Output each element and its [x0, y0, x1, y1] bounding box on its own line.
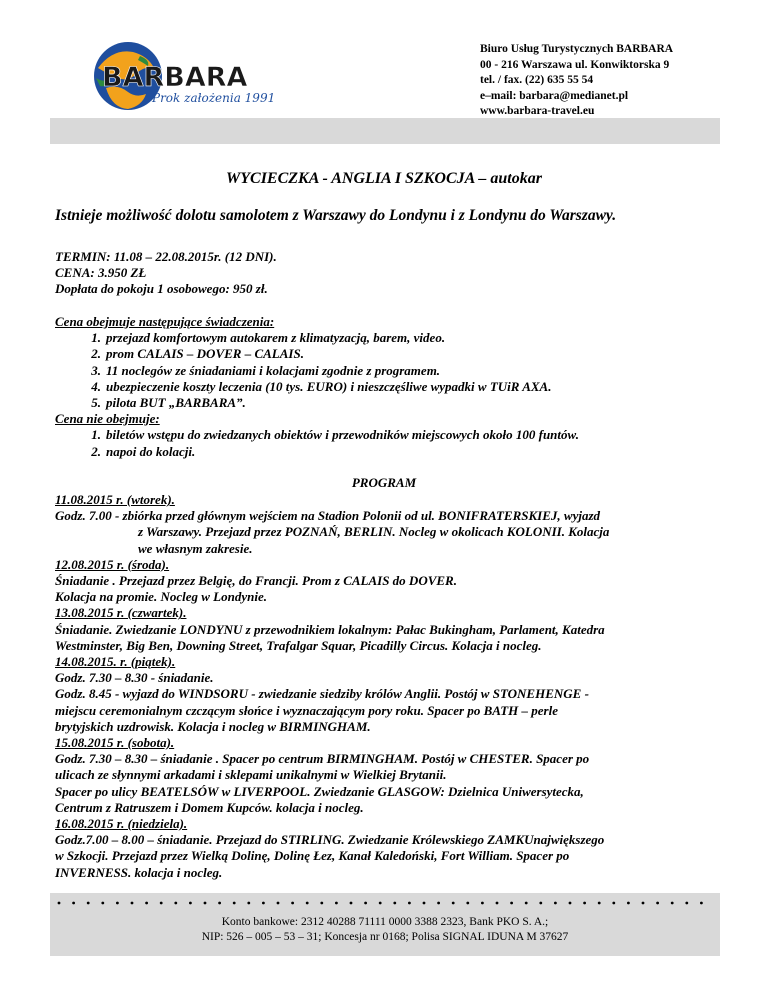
program-line: Westminster, Big Ben, Downing Street, Trafalgar Squar, Picadilly Circus. Kolacja i nocleg. [55, 637, 542, 653]
list-item: 1. przejazd komfortowym autokarem z klimatyzacją, barem, video. [91, 330, 446, 346]
list-item: 1. biletów wstępu do zwiedzanych obiektów i przewodników miejscowych około 100 funtów. [91, 427, 579, 443]
company-name: Biuro Usług Turystycznych BARBARA [480, 43, 674, 55]
day-heading: 11.08.2015 r. (wtorek). [55, 492, 175, 507]
program-line: Kolacja na promie. Nocleg w Londynie. [55, 589, 267, 605]
page-title: WYCIECZKA - ANGLIA I SZKOCJA – autokar [226, 170, 542, 187]
program-line: w Szkocji. Przejazd przez Wielką Dolinę, Dolinę Łez, Kanał Kaledoński, Fort William. Spacer po [55, 848, 570, 864]
program-line: Godz. 7.30 – 8.30 – śniadanie . Spacer po centrum BIRMINGHAM. Postój w CHESTER. Spacer po [55, 751, 590, 767]
company-website: www.barbara-travel.eu [480, 105, 595, 117]
program-line: z Warszawy. Przejazd przez POZNAŃ, BERLIN. Nocleg w okolicach KOLONII. Kolacja [138, 524, 610, 540]
globe-logo-icon [88, 38, 288, 118]
trip-term: TERMIN: 11.08 – 22.08.2015r. (12 DNI). [55, 249, 277, 264]
program-line: INVERNESS. kolacja i nocleg. [55, 864, 223, 880]
page-footer [50, 893, 720, 956]
day-heading: 12.08.2015 r. (środa). [55, 556, 170, 572]
excludes-heading: Cena nie obejmuje: [55, 411, 160, 427]
program-line: Centrum z Ratruszem i Domem Kupców. kolacja i nocleg. [55, 799, 364, 815]
includes-heading: Cena obejmuje następujące świadczenia: [55, 314, 275, 329]
program-line: miejscu ceremonialnym czczącym słońce i wyznaczającym pory roku. Spacer po BATH – perle [55, 702, 558, 718]
company-address: 00 - 216 Warszawa ul. Konwiktorska 9 [480, 58, 670, 71]
day-heading: 14.08.2015. r. (piątek). [55, 654, 176, 670]
price-includes-section [55, 314, 725, 460]
dotted-divider [56, 900, 714, 906]
trip-info [55, 249, 725, 298]
program-line: Godz.7.00 – 8.00 – śniadanie. Przejazd do STIRLING. Zwiedzanie Królewskiego ZAMKUnajwiększego [55, 832, 605, 848]
program-line: Śniadanie . Przejazd przez Belgię, do Francji. Prom z CALAIS do DOVER. [55, 573, 457, 589]
program-line: brytyjskich uzdrowisk. Kolacja i nocleg w BIRMINGHAM. [55, 718, 371, 734]
list-item: 4. ubezpieczenie koszty leczenia (10 tys. EURO) i nieszczęśliwe wypadki w TUiR AXA. [91, 378, 552, 394]
company-phone: tel. / fax. (22) 635 55 54 [480, 74, 594, 86]
list-item: 5. pilota BUT „BARBARA”. [91, 395, 246, 411]
day-heading: 13.08.2015 r. (czwartek). [55, 605, 187, 621]
company-logo [88, 38, 288, 118]
logo-brand-text: BARBARA [102, 62, 248, 93]
single-room-surcharge: Dopłata do pokoju 1 osobowego: 950 zł. [55, 281, 268, 297]
program-line: Godz. 7.00 - zbiórka przed głównym wejściem na Stadion Polonii od ul. BONIFRATERSKIEJ, wyjazd [55, 508, 601, 524]
page-subtitle: Istnieje możliwość dolotu samolotem z Warszawy do Londynu i z Londynu do Warszawy. [55, 207, 617, 224]
company-info [480, 42, 673, 120]
logo-tagline-text: Prok założenia 1991 [152, 91, 276, 105]
program-line: Śniadanie. Zwiedzanie LONDYNU z przewodnikiem lokalnym: Pałac Bukingham, Parlament, Katedra [55, 621, 605, 637]
program-heading: PROGRAM [351, 475, 417, 490]
program-line: we własnym zakresie. [138, 540, 253, 556]
program-line: ulicach ze słynnymi arkadami i sklepami unikalnymi w Wielkiej Brytanii. [55, 767, 447, 783]
list-item: 3. 11 noclegów ze śniadaniami i kolacjami zgodnie z programem. [91, 362, 441, 378]
list-item: 2. prom CALAIS – DOVER – CALAIS. [91, 346, 304, 362]
list-item: 2. napoi do kolacji. [91, 443, 196, 459]
header-divider-bar [50, 118, 720, 144]
footer-bank-account: Konto bankowe: 2312 40288 71111 0000 3388 2323, Bank PKO S. A.; [221, 916, 549, 928]
trip-price: CENA: 3.950 ZŁ [55, 265, 147, 281]
footer-tax-info: NIP: 526 – 005 – 53 – 31; Koncesja nr 0168; Polisa SIGNAL IDUNA M 37627 [201, 931, 569, 943]
program-section [55, 492, 725, 881]
program-line: Godz. 8.45 - wyjazd do WINDSORU - zwiedzanie siedziby królów Anglii. Postój w STONEHENGE - [55, 686, 589, 702]
program-line: Godz. 7.30 – 8.30 - śniadanie. [55, 670, 214, 686]
day-heading: 15.08.2015 r. (sobota). [55, 735, 175, 751]
day-heading: 16.08.2015 r. (niedziela). [55, 816, 188, 832]
program-line: Spacer po ulicy BEATELSÓW w LIVERPOOL. Zwiedzanie GLASGOW: Dzielnica Uniwersytecka, [55, 783, 584, 799]
company-email: e–mail: barbara@medianet.pl [480, 89, 629, 102]
